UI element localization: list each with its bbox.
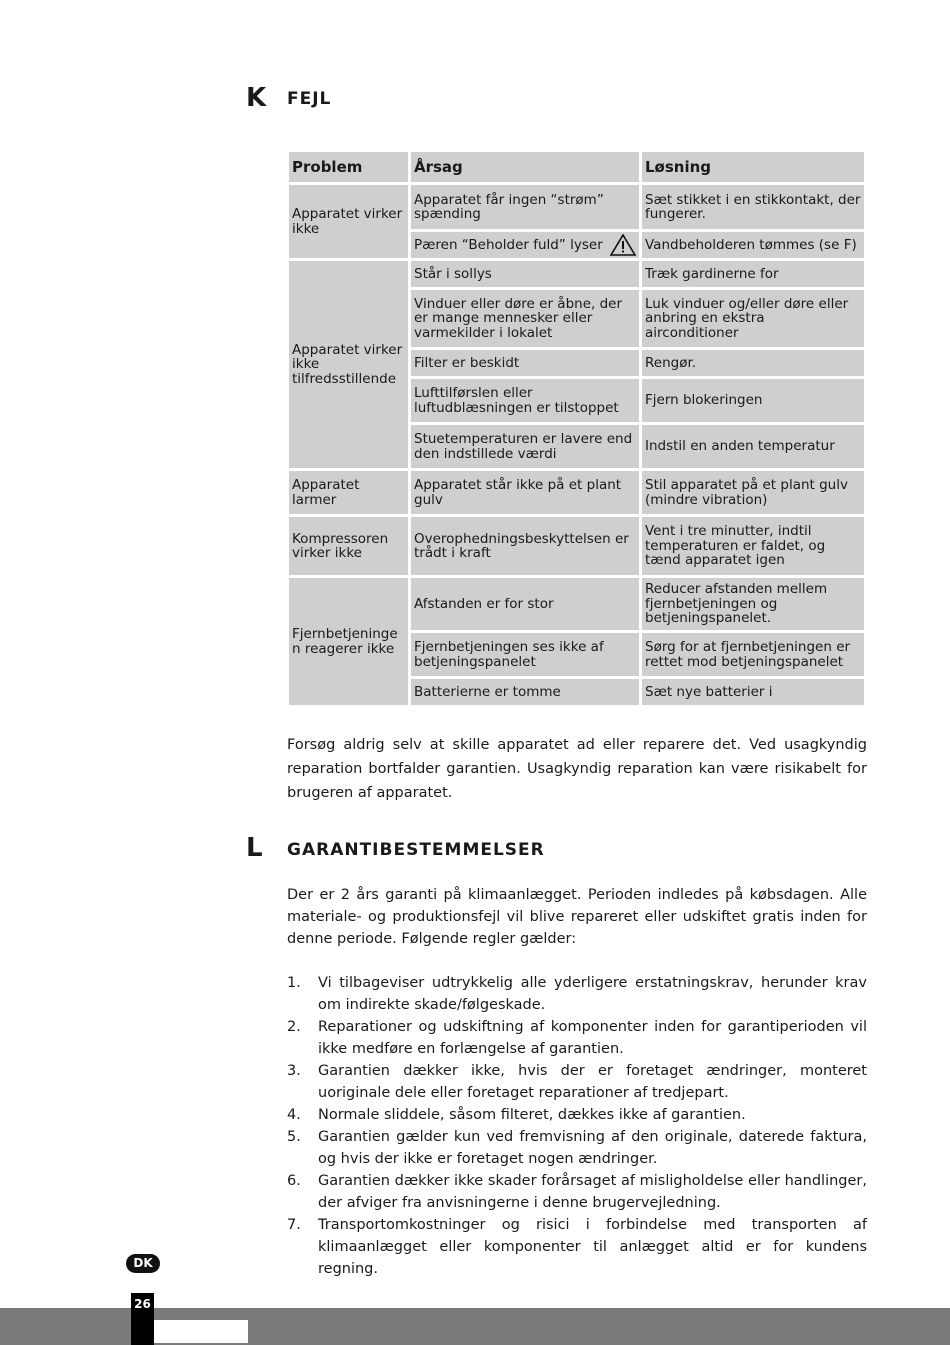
table-row [289,261,864,287]
warranty-rules-list [287,972,867,1280]
repair-warning-paragraph: Forsøg aldrig selv at skille apparatet ad eller reparere det. Ved usagkyndig reparation bortfalder garantien. Usagkyndig reparation kan være risikabelt for brugeren af apparatet. [287,737,867,801]
solution-cell: Sæt stikket i en stikkontakt, der fungerer. [642,185,864,229]
cause-cell: Apparatet får ingen “strøm” spænding [411,185,639,229]
cause-cell: Filter er beskidt [411,350,639,376]
solution-cell: Rengør. [642,350,864,376]
cause-cell: Vinduer eller døre er åbne, der er mange mennesker eller varmekilder i lokalet [411,290,639,347]
solution-cell: Sæt nye batterier i [642,679,864,705]
cause-cell: Batterierne er tomme [411,679,639,705]
header-problem: Problem [289,152,408,182]
page-number: 26 [131,1293,154,1345]
problem-cell: Apparatet virker ikke tilfredsstillende [289,261,408,468]
warranty-intro-paragraph: Der er 2 års garanti på klimaanlægget. Perioden indledes på købsdagen. Alle materiale- og produktionsfejl vil blive repareret eller udskiftet gratis inden for denne periode. Følgende regler gælder: [287,887,867,947]
section-title-garantibestemmelser: GARANTIBESTEMMELSER [287,840,545,860]
solution-cell: Sørg for at fjernbetjeningen er rettet mod betjeningspanelet [642,633,864,676]
section-letter-k: K [246,83,267,113]
problem-cell: Fjernbetjeninge n reagerer ikke [289,578,408,705]
troubleshooting-table [286,149,867,708]
table-row [289,517,864,575]
list-item: 4. Normale sliddele, såsom filteret, dækkes ikke af garantien. [287,1107,746,1123]
solution-cell: Reducer afstanden mellem fjernbetjeningen og betjeningspanelet. [642,578,864,630]
table-header-row [289,152,864,182]
solution-cell: Fjern blokeringen [642,379,864,422]
cause-cell: Lufttilførslen eller luftudblæsningen er tilstoppet [411,379,639,422]
cause-cell: Apparatet står ikke på et plant gulv [411,471,639,514]
problem-cell: Kompressoren virker ikke [289,517,408,575]
cause-cell: Overophedningsbeskyttelsen er trådt i kraft [411,517,639,575]
table-row [289,578,864,630]
cause-cell [411,232,639,258]
solution-cell: Vent i tre minutter, indtil temperaturen er faldet, og tænd apparatet igen [642,517,864,575]
header-cause: Årsag [411,152,639,182]
footer-white-strip [154,1320,248,1343]
language-badge: DK [126,1254,160,1273]
warning-triangle-icon [610,234,636,256]
solution-cell: Indstil en anden temperatur [642,425,864,468]
list-item: 5. Garantien gælder kun ved fremvisning af den originale, daterede faktura, og hvis der ikke er foretaget nogen ændringer. [287,1129,867,1167]
solution-cell: Vandbeholderen tømmes (se F) [642,232,864,258]
list-item: 6. Garantien dækker ikke skader forårsaget af misligholdelse eller handlinger, der afviger fra anvisningerne i denne brugervejledning. [287,1173,867,1211]
list-item: 2. Reparationer og udskiftning af komponenter inden for garantiperioden vil ikke medføre en forlængelse af garantien. [287,1019,867,1057]
list-item: 1. Vi tilbageviser udtrykkelig alle yderligere erstatningskrav, herunder krav om indirekte skade/følgeskade. [287,975,867,1013]
solution-cell: Stil apparatet på et plant gulv (mindre vibration) [642,471,864,514]
cause-cell: Afstanden er for stor [411,578,639,630]
cause-cell: Fjernbetjeningen ses ikke af betjeningspanelet [411,633,639,676]
cause-cell: Står i sollys [411,261,639,287]
table-row [289,471,864,514]
section-letter-l: L [246,833,263,863]
list-item: 3. Garantien dækker ikke, hvis der er foretaget ændringer, monteret uoriginale dele eller foretaget reparationer af tredjepart. [287,1063,867,1101]
cause-cell: Stuetemperaturen er lavere end den indstillede værdi [411,425,639,468]
solution-cell: Træk gardinerne for [642,261,864,287]
table-row [289,185,864,229]
problem-cell: Apparatet virker ikke [289,185,408,258]
problem-cell: Apparatet larmer [289,471,408,514]
header-solution: Løsning [642,152,864,182]
solution-cell: Luk vinduer og/eller døre eller anbring en ekstra airconditioner [642,290,864,347]
cause-text: Pæren “Beholder fuld” lyser [414,236,603,253]
list-item: 7. Transportomkostninger og risici i forbindelse med transporten af klimaanlægget eller komponenter til anlægget altid er for kundens regning. [287,1217,867,1277]
section-title-fejl: FEJL [287,89,332,109]
